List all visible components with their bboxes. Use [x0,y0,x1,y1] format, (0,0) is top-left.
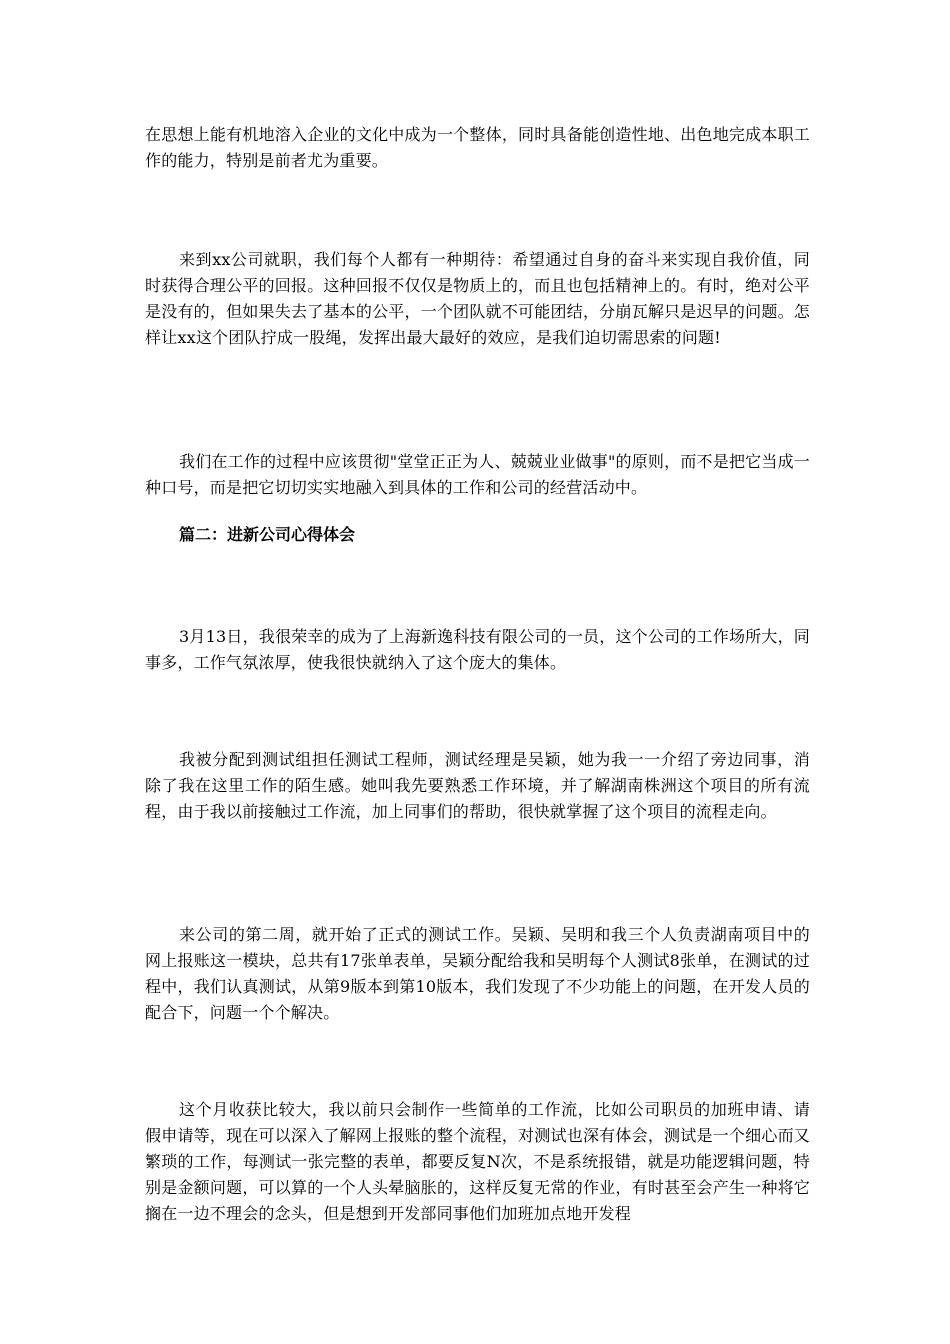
section-heading: 篇二：进新公司心得体会 [179,525,356,544]
paragraph-1: 在思想上能有机地溶入企业的文化中成为一个整体，同时具备能创造性地、出色地完成本职工作的能力，特别是前者尤为重要。 [145,125,810,170]
paragraph-3: 我们在工作的过程中应该贯彻"堂堂正正为人、兢兢业业做事"的原则，而不是把它当成一种口号，而是把它切切实实地融入到具体的工作和公司的经营活动中。 [145,452,810,497]
paragraph-5: 我被分配到测试组担任测试工程师，测试经理是吴颖，她为我一一介绍了旁边同事，消除了我在这里工作的陌生感。她叫我先要熟悉工作环境，并了解湖南株洲这个项目的所有流程，由于我以前接触过工作流，加上同事们的帮助，很快就掌握了这个项目的流程走向。 [145,750,810,821]
paragraph-7: 这个月收获比较大，我以前只会制作一些简单的工作流，比如公司职员的加班申请、请假申请等，现在可以深入了解网上报账的整个流程，对测试也深有体会，测试是一个细心而又繁琐的工作，每测试一张完整的表单，都要反复N次，不是系统报错，就是功能逻辑问题，特别是金额问题，可以算的一个人头晕脑胀的，这样反复无常的作业，有时甚至会产生一种将它搁在一边不理会的念头，但是想到开发部同事他们加班加点地开发程 [145,1100,810,1223]
paragraph-2: 来到xx公司就职，我们每个人都有一种期待：希望通过自身的奋斗来实现自我价值，同时获得合理公平的回报。这种回报不仅仅是物质上的，而且也包括精神上的。有时，绝对公平是没有的，但如果失去了基本的公平，一个团队就不可能团结，分崩瓦解只是迟早的问题。怎样让xx这个团队拧成一股绳，发挥出最大最好的效应，是我们迫切需思索的问题! [145,250,810,347]
paragraph-4: 3月13日，我很荣幸的成为了上海新逸科技有限公司的一员，这个公司的工作场所大，同事多，工作气氛浓厚，使我很快就纳入了这个庞大的集体。 [145,627,810,672]
paragraph-6: 来公司的第二周，就开始了正式的测试工作。吴颖、吴明和我三个人负责湖南项目中的网上报账这一模块，总共有17张单表单，吴颖分配给我和吴明每个人测试8张单，在测试的过程中，我们认真测试，从第9版本到第10版本，我们发现了不少功能上的问题，在开发人员的配合下，问题一个个解决。 [145,925,810,1022]
